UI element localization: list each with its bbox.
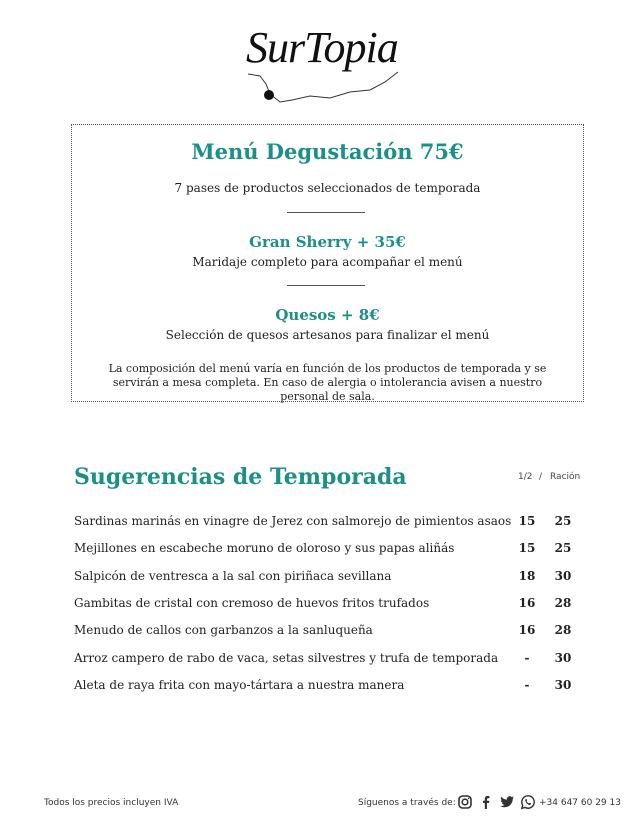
menu-item-row bbox=[74, 651, 584, 671]
social-icons bbox=[457, 794, 536, 810]
item-half-price: 15 bbox=[518, 541, 536, 556]
item-name: Arroz campero de rabo de vaca, setas silvestres y trufa de temporada bbox=[74, 650, 499, 665]
item-full-price: 28 bbox=[554, 623, 572, 638]
item-name: Sardinas marinás en vinagre de Jerez con salmorejo de pimientos asaos bbox=[74, 514, 512, 528]
item-half-price: - bbox=[524, 650, 530, 665]
col-full-label: Ración bbox=[550, 472, 581, 482]
item-full-price: 25 bbox=[554, 514, 572, 528]
addon-title: Gran Sherry + 35€ bbox=[249, 233, 406, 251]
twitter-icon[interactable] bbox=[499, 794, 515, 810]
map-outline-icon bbox=[240, 18, 410, 110]
menu-item-row bbox=[74, 514, 584, 534]
item-half-price: 15 bbox=[518, 514, 536, 528]
tasting-subtitle: 7 pases de productos seleccionados de temporada bbox=[174, 181, 481, 195]
item-name: Aleta de raya frita con mayo-tártara a nuestra manera bbox=[74, 677, 405, 692]
menu-item-row bbox=[74, 541, 584, 561]
item-name: Gambitas de cristal con cremoso de huevos fritos trufados bbox=[74, 595, 430, 610]
menu-item-row bbox=[74, 678, 584, 698]
col-half-label: 1/2 bbox=[518, 472, 533, 482]
menu-item-row bbox=[74, 623, 584, 643]
phone-number[interactable]: +34 647 60 29 13 bbox=[539, 798, 621, 808]
divider bbox=[287, 212, 365, 213]
logo bbox=[240, 18, 410, 110]
item-half-price: - bbox=[524, 677, 530, 692]
addon-title: Quesos + 8€ bbox=[275, 306, 380, 324]
item-name: Menudo de callos con garbanzos a la sanluqueña bbox=[74, 623, 373, 638]
menu-item-row bbox=[74, 596, 584, 616]
menu-item-row bbox=[74, 569, 584, 589]
tasting-menu-box bbox=[71, 124, 584, 402]
item-name: Salpicón de ventresca a la sal con piriñaca sevillana bbox=[74, 568, 392, 583]
col-sep: / bbox=[539, 472, 543, 482]
tasting-title: Menú Degustación 75€ bbox=[191, 139, 464, 164]
item-full-price: 25 bbox=[554, 541, 572, 556]
whatsapp-icon[interactable] bbox=[520, 794, 536, 810]
tasting-note: La composición del menú varía en función de los productos de temporada y se servirán a mesa completa. En caso de alergia o intolerancia avisen a nuestro personal de sala. bbox=[108, 362, 547, 403]
follow-label: Síguenos a través de: bbox=[358, 798, 456, 808]
divider bbox=[287, 285, 365, 286]
item-name: Mejillones en escabeche moruno de oloroso y sus papas aliñás bbox=[74, 541, 455, 556]
logo-text: SurTopia bbox=[246, 23, 398, 72]
instagram-icon[interactable] bbox=[457, 794, 473, 810]
vat-note: Todos los precios incluyen IVA bbox=[44, 798, 179, 808]
season-title: Sugerencias de Temporada bbox=[74, 464, 407, 490]
addon-desc: Selección de quesos artesanos para finalizar el menú bbox=[165, 328, 490, 342]
item-half-price: 16 bbox=[518, 595, 536, 610]
item-half-price: 18 bbox=[518, 568, 536, 583]
item-full-price: 30 bbox=[554, 677, 572, 692]
item-full-price: 30 bbox=[554, 568, 572, 583]
item-half-price: 16 bbox=[518, 623, 536, 638]
addon-desc: Maridaje completo para acompañar el menú bbox=[192, 255, 463, 269]
facebook-icon[interactable] bbox=[478, 794, 494, 810]
item-full-price: 28 bbox=[554, 595, 572, 610]
item-full-price: 30 bbox=[554, 650, 572, 665]
